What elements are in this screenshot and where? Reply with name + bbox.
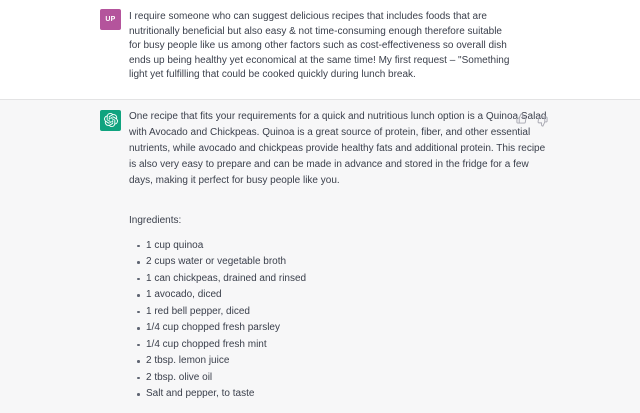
user-message-body bbox=[129, 9, 580, 83]
ingredient-item: 1/4 cup chopped fresh parsley bbox=[146, 320, 580, 337]
assistant-message bbox=[0, 99, 640, 413]
openai-logo-icon bbox=[104, 113, 118, 127]
user-message-text: I require someone who can suggest delicious recipes that includes foods that are nutritionally beneficial but also easy & not time-consuming enough therefore suitable for busy people like us among other factors such as cost-effectiveness so overall dish ends up being healthy yet economical at the same time! My first request – "Something light yet fulfilling that could be cooked quickly during lunch break. bbox=[129, 11, 510, 80]
thumbs-down-icon bbox=[537, 116, 548, 127]
chatgpt-avatar bbox=[100, 110, 121, 131]
ingredient-item: 2 cups water or vegetable broth bbox=[146, 254, 580, 271]
thumbs-down-button[interactable] bbox=[536, 116, 548, 128]
ingredients-heading: Ingredients: bbox=[129, 214, 182, 226]
assistant-message-body bbox=[129, 110, 580, 403]
user-avatar-initials: UP bbox=[105, 16, 116, 23]
user-avatar bbox=[100, 9, 121, 30]
ingredients-list bbox=[129, 238, 580, 403]
feedback-actions bbox=[515, 113, 548, 128]
ingredient-item: 1 can chickpeas, drained and rinsed bbox=[146, 271, 580, 288]
ingredient-item: 1/4 cup chopped fresh mint bbox=[146, 337, 580, 354]
thumbs-up-icon bbox=[516, 113, 527, 124]
assistant-paragraph: One recipe that fits your requirements for a quick and nutritious lunch option is a Quinoa Salad with Avocado and Chickpeas. Quinoa is a great source of protein, fiber, and other essential nutrients, while avocado and chickpeas provide healthy fats and additional protein. This recipe is also very easy to prepare and can be made in advance and stored in the fridge for a few days, making it perfect for busy people like you. bbox=[129, 110, 547, 186]
user-message bbox=[0, 0, 640, 99]
ingredient-item: 1 cup quinoa bbox=[146, 238, 580, 255]
ingredient-item: 1 avocado, diced bbox=[146, 287, 580, 304]
ingredient-item: 2 tbsp. olive oil bbox=[146, 370, 580, 387]
ingredient-item: Salt and pepper, to taste bbox=[146, 386, 580, 403]
thumbs-up-button[interactable] bbox=[515, 113, 527, 125]
ingredient-item: 1 red bell pepper, diced bbox=[146, 304, 580, 321]
ingredient-item: 2 tbsp. lemon juice bbox=[146, 353, 580, 370]
